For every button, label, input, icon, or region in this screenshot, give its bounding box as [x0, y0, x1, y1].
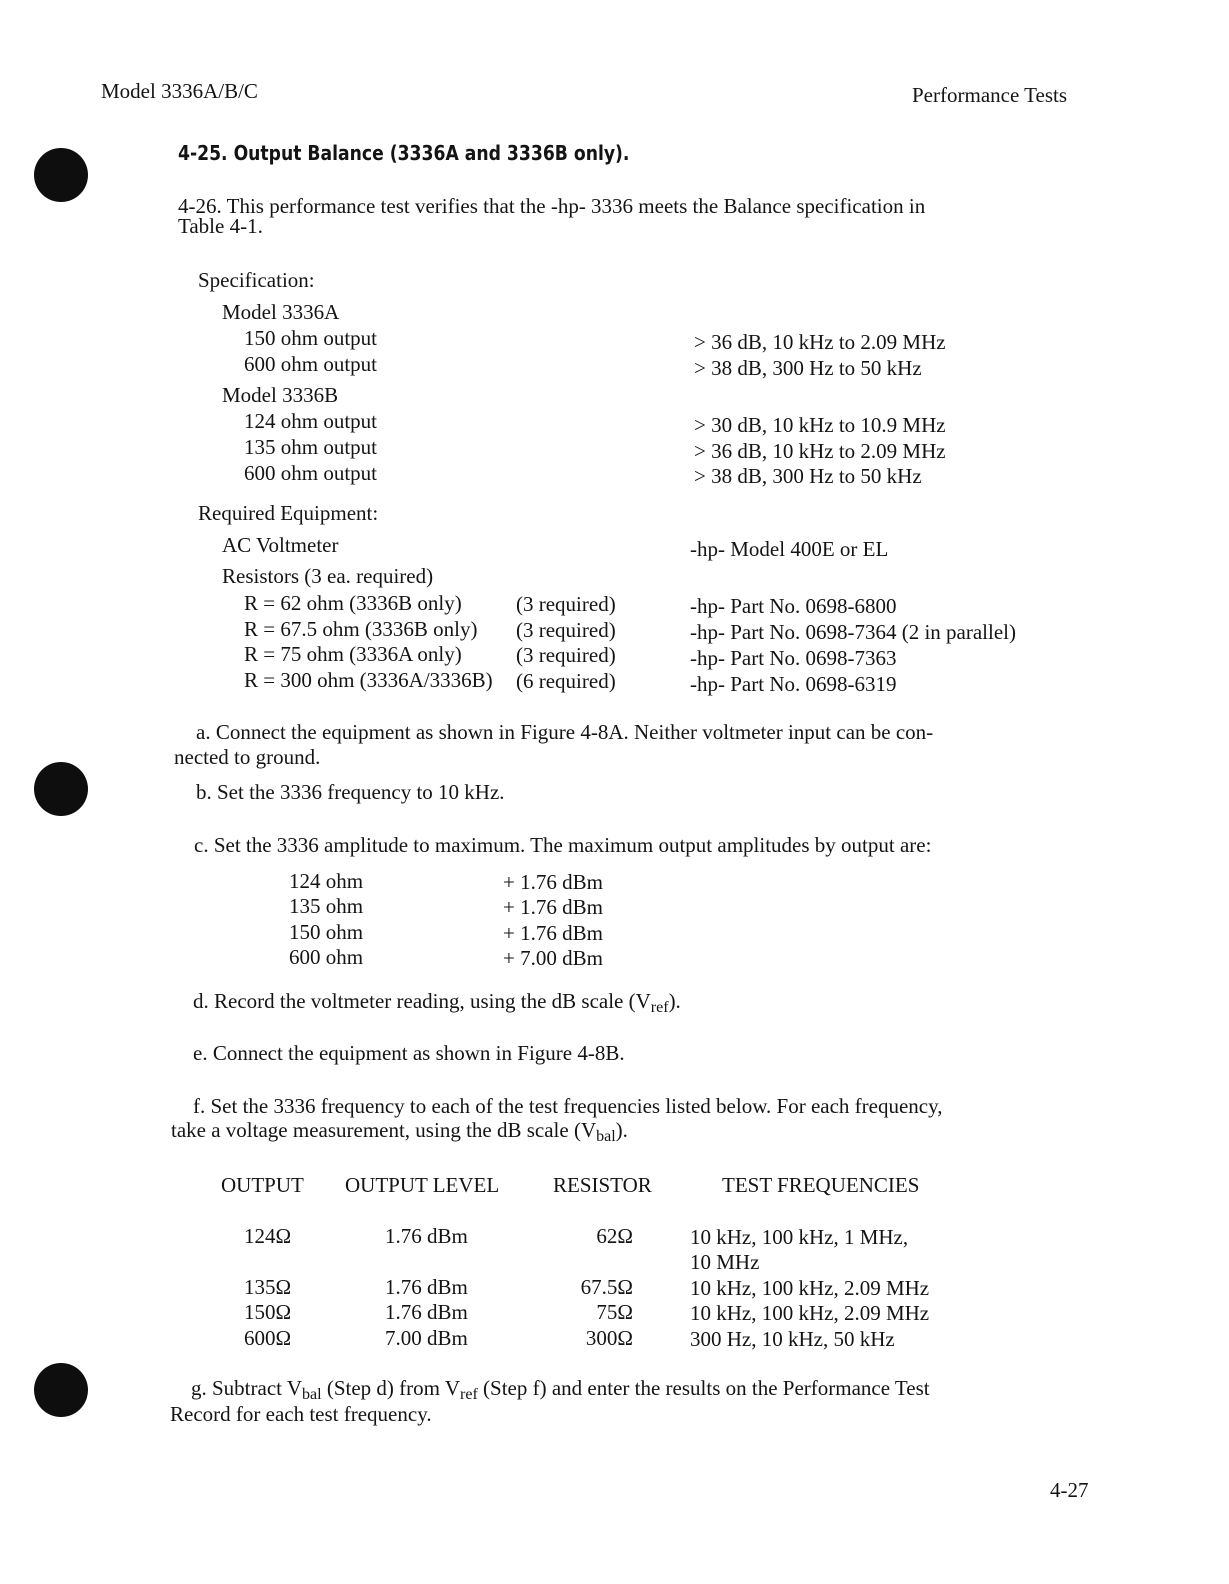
resistor-part: -hp- Part No. 0698-7364 (2 in parallel): [690, 620, 1017, 644]
intro-line-1: 4-26. This performance test verifies that the -hp- 3336 meets the Balance specification in: [178, 194, 926, 218]
table-cell-frequencies: 10 kHz, 100 kHz, 2.09 MHz: [690, 1276, 930, 1300]
equipment-resistors-label: Resistors (3 ea. required): [222, 564, 434, 588]
spec-value: > 30 dB, 10 kHz to 10.9 MHz: [694, 413, 946, 437]
table-header-frequencies: TEST FREQUENCIES: [722, 1173, 920, 1197]
step-c: c. Set the 3336 amplitude to maximum. The maximum output amplitudes by output are:: [194, 833, 932, 857]
spec-value: > 36 dB, 10 kHz to 2.09 MHz: [694, 439, 946, 463]
resistor-value: R = 75 ohm (3336A only): [244, 642, 462, 666]
table-cell-frequencies-cont: 10 MHz: [690, 1250, 760, 1274]
spec-output: 600 ohm output: [244, 352, 378, 376]
step-g-line-2: Record for each test frequency.: [170, 1402, 432, 1426]
binder-hole-bottom: [34, 1363, 88, 1417]
amplitude-level: + 1.76 dBm: [503, 895, 603, 919]
binder-hole-top: [34, 148, 88, 202]
intro-line-2: Table 4-1.: [178, 214, 263, 238]
vbal-subscript: bal: [302, 1386, 322, 1403]
equipment-voltmeter-part: -hp- Model 400E or EL: [690, 537, 889, 561]
amplitude-level: + 1.76 dBm: [503, 921, 603, 945]
table-cell-output: 600Ω: [244, 1326, 292, 1350]
amplitude-level: + 7.00 dBm: [503, 946, 603, 970]
spec-model-3336a: Model 3336A: [222, 300, 340, 324]
spec-value: > 38 dB, 300 Hz to 50 kHz: [694, 464, 922, 488]
step-f-line-2: take a voltage measurement, using the dB scale $(V_{bal})$.: [171, 1118, 628, 1145]
amplitude-level: + 1.76 dBm: [503, 870, 603, 894]
equipment-label: Required Equipment:: [198, 501, 379, 525]
step-b: b. Set the 3336 frequency to 10 kHz.: [196, 780, 505, 804]
resistor-part: -hp- Part No. 0698-6800: [690, 594, 897, 618]
table-cell-resistor: 300Ω: [585, 1326, 633, 1350]
table-cell-resistor: 62Ω: [596, 1224, 633, 1248]
resistor-qty: (3 required): [516, 592, 616, 616]
vref-subscript: ref: [650, 999, 669, 1016]
step-d: d. Record the voltmeter reading, using the dB scale $(V_{ref})$.: [193, 989, 681, 1016]
step-e: e. Connect the equipment as shown in Figure 4-8B.: [193, 1041, 625, 1065]
step-f-line-1: f. Set the 3336 frequency to each of the test frequencies listed below. For each frequency,: [193, 1094, 943, 1118]
resistor-qty: (6 required): [516, 669, 616, 693]
binder-hole-middle: [34, 762, 88, 816]
header-section: Performance Tests: [912, 83, 1068, 107]
step-a-line-1: a. Connect the equipment as shown in Figure 4-8A. Neither voltmeter input can be con-: [196, 720, 934, 744]
spec-model-3336b: Model 3336B: [222, 383, 339, 407]
vref-subscript: ref: [460, 1386, 478, 1403]
table-cell-output: 135Ω: [244, 1275, 292, 1299]
table-header-level: OUTPUT LEVEL: [345, 1173, 500, 1197]
resistor-part: -hp- Part No. 0698-6319: [690, 672, 897, 696]
table-header-output: OUTPUT: [221, 1173, 304, 1197]
resistor-value: R = 67.5 ohm (3336B only): [244, 617, 478, 641]
table-cell-resistor: 75Ω: [596, 1300, 633, 1324]
table-cell-level: 7.00 dBm: [385, 1326, 468, 1350]
page-number: 4-27: [1050, 1478, 1089, 1502]
table-cell-output: 150Ω: [244, 1300, 292, 1324]
table-cell-resistor: 67.5Ω: [580, 1275, 633, 1299]
resistor-value: R = 62 ohm (3336B only): [244, 591, 462, 615]
resistor-value: R = 300 ohm (3336A/3336B): [244, 668, 493, 692]
spec-value: > 38 dB, 300 Hz to 50 kHz: [694, 356, 922, 380]
spec-output: 124 ohm output: [244, 409, 378, 433]
resistor-qty: (3 required): [516, 643, 616, 667]
header-model: Model 3336A/B/C: [101, 79, 258, 103]
spec-output: 600 ohm output: [244, 461, 378, 485]
spec-output: 135 ohm output: [244, 435, 378, 459]
amplitude-output: 600 ohm: [289, 945, 364, 969]
table-cell-level: 1.76 dBm: [385, 1224, 468, 1248]
spec-value: > 36 dB, 10 kHz to 2.09 MHz: [694, 330, 946, 354]
table-cell-frequencies: 300 Hz, 10 kHz, 50 kHz: [690, 1327, 895, 1351]
step-g-line-1: g. Subtract $V_{bal}$ (Step d) from $V_{ref}$ (Step f) and enter the results on the Performance Test: [191, 1376, 930, 1403]
table-cell-frequencies: 10 kHz, 100 kHz, 1 MHz,: [690, 1225, 909, 1249]
table-header-resistor: RESISTOR: [553, 1173, 652, 1197]
step-a-line-2: nected to ground.: [174, 745, 321, 769]
vbal-subscript: bal: [596, 1128, 616, 1145]
amplitude-output: 150 ohm: [289, 920, 364, 944]
amplitude-output: 124 ohm: [289, 869, 364, 893]
amplitude-output: 135 ohm: [289, 894, 364, 918]
resistor-part: -hp- Part No. 0698-7363: [690, 646, 897, 670]
section-heading: 4-25. Output Balance (3336A and 3336B only).: [178, 141, 630, 165]
table-cell-level: 1.76 dBm: [385, 1300, 468, 1324]
table-cell-level: 1.76 dBm: [385, 1275, 468, 1299]
spec-label: Specification:: [198, 268, 315, 292]
table-cell-output: 124Ω: [244, 1224, 292, 1248]
resistor-qty: (3 required): [516, 618, 616, 642]
equipment-voltmeter: AC Voltmeter: [222, 533, 339, 557]
table-cell-frequencies: 10 kHz, 100 kHz, 2.09 MHz: [690, 1301, 930, 1325]
spec-output: 150 ohm output: [244, 326, 378, 350]
